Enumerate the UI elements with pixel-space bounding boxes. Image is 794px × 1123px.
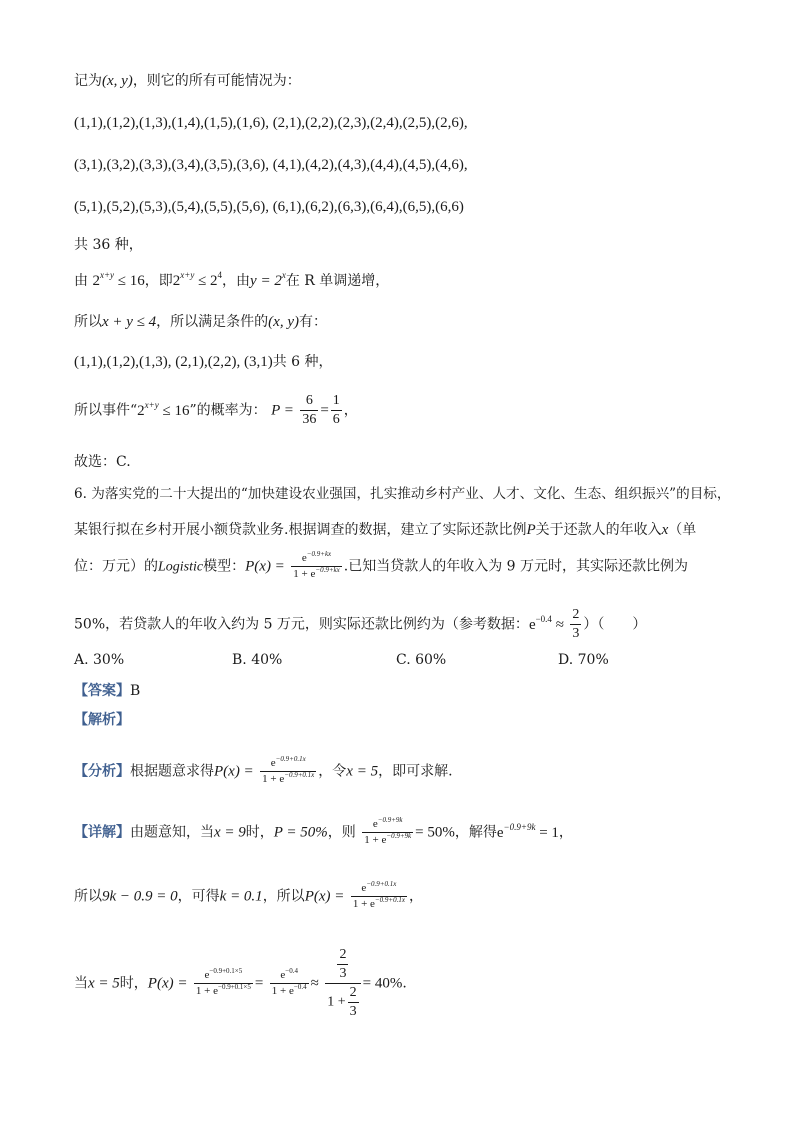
sum-c: ，所以满足条件的 xyxy=(156,314,269,330)
sum-e: 有： xyxy=(298,314,327,330)
model-Px: P(x) = xyxy=(245,558,285,575)
question-6-line-2: 某银行拟在乡村开展小额贷款业务.根据调查的数据，建立了实际还款比例P关于还款人的年收入x（单 xyxy=(74,522,697,538)
satisfying-count: 共 6 种， xyxy=(272,354,333,370)
mono-ineq: $2^{x+y} \le 2^4$ xyxy=(172,270,223,289)
intro-line xyxy=(74,74,301,89)
answer-line xyxy=(74,684,140,698)
k-line: 所以9k − 0.9 = 0，可得k = 0.1，所以P(x) = $\frac{e^{-0.9+0.1x}}{1 + e^{-0.9+0.1x}}$ ， xyxy=(74,880,423,910)
fenxi-label: 【分析】 xyxy=(74,763,130,780)
question-6-line-1: 6. 为落实党的二十大提出的“加快建设农业强国，扎实推动乡村产业、人才、文化、生态、组织振兴”的目标， xyxy=(74,486,731,502)
prob-P: P = xyxy=(271,402,294,419)
prob-a: 所以事件“ xyxy=(74,402,138,419)
prob-end: ， xyxy=(343,402,358,419)
mono-i: 在 R 单调递增， xyxy=(285,273,390,289)
fraction-1-6: $\frac{1}{6}$ xyxy=(332,393,340,427)
logistic-word: Logistic xyxy=(158,559,204,575)
k-fraction: $\frac{e^{-0.9+0.1x}}{1 + e^{-0.9+0.1x}}$ xyxy=(352,880,405,910)
mono-d: ，即 xyxy=(144,273,173,289)
mono-2xy: $2^{x+y} \le 16$ xyxy=(92,270,145,289)
analysis-label: 【解析】 xyxy=(74,712,130,728)
logistic-fraction: $\frac{e^{-0.9+kx}}{1 + e^{-0.9+kx}}$ xyxy=(293,550,340,580)
pairs-row-3: (5,1),(5,2),(5,3),(5,4),(5,5),(5,6), (6,1),(6,2),(6,3),(6,4),(6,5),(6,6) xyxy=(74,199,464,215)
intro-text-b: ，则它的所有可能情况为： xyxy=(132,73,301,89)
mono-g: ，由 xyxy=(222,273,251,289)
var-P: P xyxy=(526,522,536,538)
prob-d: ”的概率为： xyxy=(189,402,267,419)
option-b: B. 40% xyxy=(232,652,283,668)
mono-a: 由 xyxy=(74,273,88,289)
fenxi-fraction: $\frac{e^{-0.9+0.1x}}{1 + e^{-0.9+0.1x}}$ xyxy=(262,755,315,785)
final-line: 当x = 5时，P(x) = $\frac{e^{-0.9+0.1\times 5}}{1 + e^{-0.9+0.1\times 5}}$ = $\frac{e^{-0.4}}{1 + e^{-0.4}}$ ≈ $\frac{2}{3}$ 1 + $\frac{2}{3}$ = 40%. xyxy=(74,947,407,1019)
sum-ineq: x + y ≤ 4 xyxy=(102,314,157,330)
choice-line: 故选：C. xyxy=(74,454,131,470)
xiangjie-fraction: $\frac{e^{-0.9+9k}}{1 + e^{-0.9+9k}}$ xyxy=(364,816,412,846)
answer-label: 【答案】 xyxy=(74,683,130,699)
option-a: A. 30% xyxy=(74,652,125,668)
satisfying-pairs: (1,1),(1,2),(1,3), (2,1),(2,2), (3,1) xyxy=(74,354,273,370)
xy-pair: (x, y) xyxy=(102,73,133,89)
total-count: 共 36 种， xyxy=(74,237,143,253)
var-x: x xyxy=(661,522,669,538)
xiangjie-line: 【详解】由题意知，当x = 9时，P = 50%，则 $\frac{e^{-0.9+9k}}{1 + e^{-0.9+9k}}$ = 50%，解得$e^{-0.9+9k} = 1$， xyxy=(74,816,573,846)
prob-eq: = xyxy=(320,402,329,419)
fraction-6-36: $\frac{6}{36}$ xyxy=(302,393,317,427)
prob-event: $2^{x+y} \le 16$ xyxy=(137,399,190,419)
fraction-2-3: $\frac{2}{3}$ xyxy=(572,607,580,641)
final-fraction-2: $\frac{e^{-0.4}}{1 + e^{-0.4}}$ xyxy=(271,967,307,997)
sum-a: 所以 xyxy=(74,314,102,330)
fenxi-line: 【分析】根据题意求得P(x) = $\frac{e^{-0.9+0.1x}}{1 + e^{-0.9+0.1x}}$ ，令x = 5，即可求解. xyxy=(74,755,453,785)
pairs-row-2: (3,1),(3,2),(3,3),(3,4),(3,5),(3,6), (4,1),(4,2),(4,3),(4,4),(4,5),(4,6), xyxy=(74,157,468,173)
satisfying-pairs-line xyxy=(74,355,333,370)
ref-data: $e^{-0.4}$ ≈ xyxy=(528,613,564,633)
xiangjie-solution: $e^{-0.9+9k} = 1$ xyxy=(496,821,559,841)
mono-func: $y = 2^x$ xyxy=(250,270,286,289)
final-complex-fraction: $\frac{2}{3}$ 1 + $\frac{2}{3}$ xyxy=(325,948,360,1019)
option-c: C. 60% xyxy=(396,652,447,668)
final-fraction-1: $\frac{e^{-0.9+0.1\times 5}}{1 + e^{-0.9+0.1\times 5}}$ xyxy=(195,967,251,997)
question-6-line-4: 50%，若贷款人的年收入约为 5 万元，则实际还款比例约为（参考数据：$e^{-0.4}$ ≈ $\frac{2}{3}$ ）（ ） xyxy=(74,607,647,641)
sum-line xyxy=(74,315,327,330)
question-6-line-3: 位：万元）的Logistic模型：P(x) = $\frac{e^{-0.9+kx}}{1 + e^{-0.9+kx}}$ .已知当贷款人的年收入为 9 万元时，其实际还款比例为 xyxy=(74,550,689,580)
pairs-row-1: (1,1),(1,2),(1,3),(1,4),(1,5),(1,6), (2,1),(2,2),(2,3),(2,4),(2,5),(2,6), xyxy=(74,115,468,131)
xiangjie-label: 【详解】 xyxy=(74,824,130,841)
probability-line xyxy=(74,394,358,427)
intro-text-a: 记为 xyxy=(74,73,102,89)
monotonic-line xyxy=(74,270,390,289)
option-d: D. 70% xyxy=(558,652,609,668)
sum-xy: (x, y) xyxy=(268,314,299,330)
answer-value: B xyxy=(130,683,141,699)
